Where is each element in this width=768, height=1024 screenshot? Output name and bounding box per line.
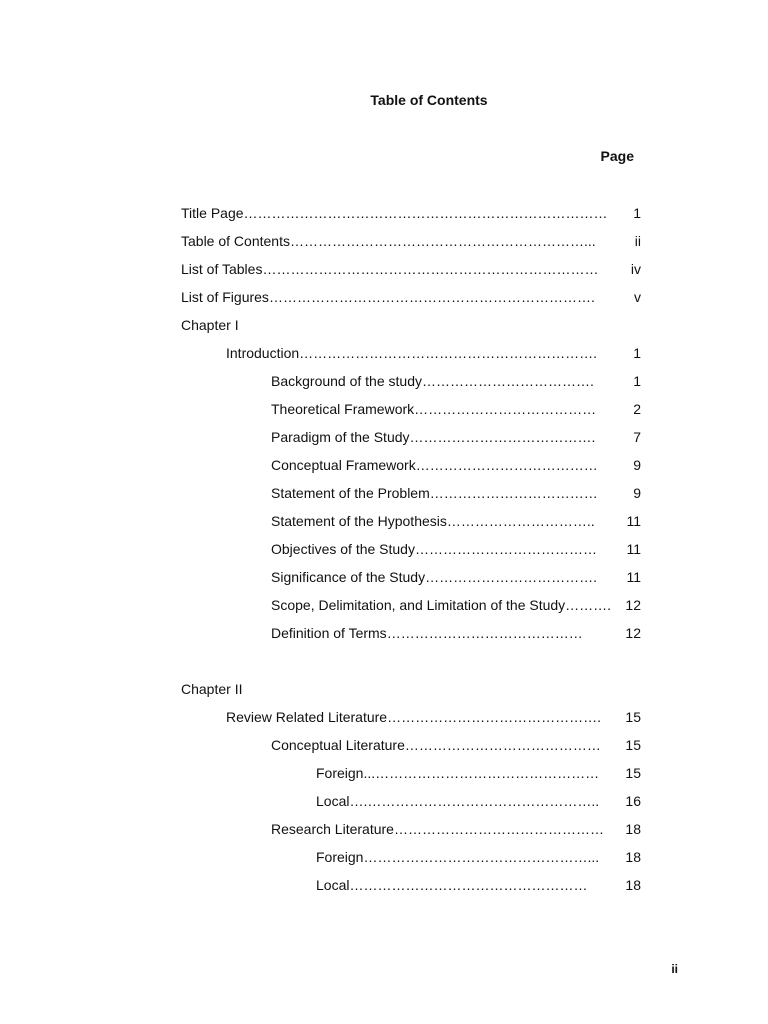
toc-entry-page: 2	[633, 401, 641, 417]
toc-entry-label: Foreign	[316, 849, 364, 865]
toc-entry-leader: ……………………………………	[404, 737, 601, 753]
toc-entry-leader: …………………………………………………………….	[268, 289, 595, 305]
toc-entry-label: Statement of the Problem	[271, 485, 430, 501]
toc-entry	[181, 232, 641, 260]
toc-entry-page: 18	[625, 821, 641, 837]
toc-entry	[181, 624, 641, 652]
footer-page-number: ii	[671, 962, 678, 976]
toc-entry-leader: ……………………………………………	[349, 877, 588, 893]
toc-entry-leader: .…………………………………………..	[363, 793, 600, 809]
toc-entry	[181, 344, 641, 372]
toc-entry-leader: ……….	[565, 597, 612, 613]
toc-entry-page: 12	[625, 625, 641, 641]
toc-entry-leader: ……………………………….	[425, 569, 597, 585]
toc-entry-page: v	[634, 289, 641, 305]
toc-entry-page: 15	[625, 737, 641, 753]
toc-entry	[181, 792, 641, 820]
toc-entry	[181, 596, 641, 624]
toc-entry	[181, 820, 641, 848]
toc-entry-page: 16	[625, 793, 641, 809]
toc-entry-page: 11	[626, 541, 641, 557]
toc-entry-label: Conceptual Literature	[271, 737, 405, 753]
toc-entry	[181, 260, 641, 288]
toc-entry-label: Foreign...	[316, 765, 376, 781]
toc-entry-label: List of Tables	[181, 261, 263, 277]
table-of-contents	[181, 204, 641, 904]
toc-entry-leader: …………………………..	[446, 513, 595, 529]
toc-entry-label: Theoretical Framework	[271, 401, 415, 417]
toc-entry	[181, 736, 641, 764]
toc-entry-page: 1	[633, 205, 641, 221]
document-title: Table of Contents	[370, 92, 488, 108]
toc-entry-label: Background of the study	[271, 373, 422, 389]
toc-entry	[181, 764, 641, 792]
toc-entry-label: Paradigm of the Study	[271, 429, 410, 445]
toc-entry-page: 9	[633, 485, 641, 501]
toc-entry-page: 9	[633, 457, 641, 473]
toc-entry	[181, 456, 641, 484]
toc-entry-leader: ……………………………………	[386, 625, 583, 641]
toc-entry	[181, 372, 641, 400]
toc-entry-label: Chapter I	[181, 317, 239, 333]
toc-entry-label: Introduction	[226, 345, 300, 361]
toc-entry	[181, 512, 641, 540]
toc-entry	[181, 540, 641, 568]
toc-entry-label: Research Literature	[271, 821, 394, 837]
toc-entry	[181, 680, 641, 708]
toc-entry-page: 11	[626, 513, 641, 529]
toc-entry-leader: ………………………………………	[393, 821, 604, 837]
toc-entry-label: Title Page	[181, 205, 244, 221]
toc-entry-page: 11	[626, 569, 641, 585]
toc-entry-leader: ………………………………………………………………	[262, 261, 599, 277]
toc-entry-page: 7	[633, 429, 641, 445]
toc-entry-leader: ……………………………………….	[387, 709, 601, 725]
toc-entry-leader: ……………………………….	[422, 373, 594, 389]
toc-entry-page: iv	[630, 261, 641, 277]
toc-entry	[181, 400, 641, 428]
toc-entry-label: Definition of Terms	[271, 625, 387, 641]
toc-entry-leader: ………………………………….	[409, 429, 596, 445]
toc-entry-leader: …………………………………………	[375, 765, 600, 781]
toc-entry-page: 1	[633, 345, 641, 361]
toc-entry	[181, 316, 641, 344]
toc-entry-label: Table of Contents	[181, 233, 290, 249]
toc-entry-page: 12	[625, 597, 641, 613]
toc-entry	[181, 484, 641, 512]
toc-entry-page: 15	[625, 765, 641, 781]
toc-entry-leader: …………………………………	[415, 457, 598, 473]
toc-entry-page: 15	[625, 709, 641, 725]
toc-entry-label: Conceptual Framework	[271, 457, 416, 473]
toc-entry	[181, 288, 641, 316]
toc-entry-leader: …………………………………	[414, 541, 597, 557]
toc-entry-label: Scope, Delimitation, and Limitation of the Study	[271, 597, 566, 613]
toc-entry	[181, 876, 641, 904]
toc-entry-label: Review Related Literature	[226, 709, 388, 725]
page-column-label: Page	[600, 148, 634, 164]
toc-entry-label: Objectives of the Study	[271, 541, 415, 557]
toc-entry	[181, 848, 641, 876]
toc-entry-page: ii	[634, 233, 641, 249]
toc-entry-leader: ………………………………	[429, 485, 598, 501]
toc-entry-label: Statement of the Hypothesis	[271, 513, 447, 529]
toc-entry-label: Local…	[316, 793, 364, 809]
toc-entry-page: 18	[625, 877, 641, 893]
toc-entry-leader: ……………………………………………………….	[299, 345, 598, 361]
toc-entry-label: Local	[316, 877, 350, 893]
toc-entry-leader: …………………………………	[414, 401, 597, 417]
toc-entry-label: Significance of the Study	[271, 569, 426, 585]
toc-entry	[181, 708, 641, 736]
toc-entry	[181, 568, 641, 596]
toc-entry-page: 18	[625, 849, 641, 865]
toc-entry	[181, 204, 641, 232]
toc-entry-page: 1	[633, 373, 641, 389]
toc-entry-label: Chapter II	[181, 681, 243, 697]
toc-entry	[181, 428, 641, 456]
toc-entry-label: List of Figures	[181, 289, 269, 305]
toc-entry-leader: ……………………………………………………………………	[243, 205, 608, 221]
toc-entry-leader: ………………………………………………………...	[289, 233, 596, 249]
toc-entry-leader: …………………………………………...	[363, 849, 600, 865]
